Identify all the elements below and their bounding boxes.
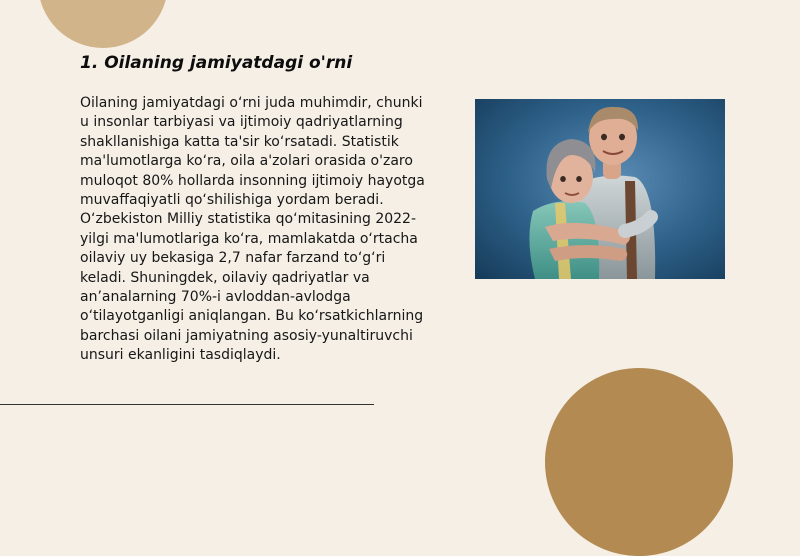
slide-body-text: Oilaning jamiyatdagi o‘rni juda muhimdir, chunki u insonlar tarbiyasi va ijtimoiy qadriyatlarning shakllanishiga katta ta'sir ko‘rsatadi. Statistik ma'lumotlarga ko‘ra, oila a'zolari orasida o'zaro muloqot 80% hollarda insonning ijtimoiy hayotga muvaffaqiyatli qo‘shilishiga yordam beradi. O‘zbekiston Milliy statistika qo‘mitasining 2022-yilgi ma'lumotlariga ko‘ra, mamlakatda o‘rtacha oilaviy uy bekasiga 2,7 nafar farzand to‘g‘ri keladi. Shuningdek, oilaviy qadriyatlar va an’analarning 70%-i avloddan-avlodga o‘tilayotganligi aniqlangan. Bu ko‘rsatkichlarning barchasi oilani jamiyatning asosiy-yunaltiruvchi unsuri ekanligini tasdiqlaydi. [80, 95, 425, 364]
family-illustration [475, 99, 725, 279]
divider-line [0, 404, 374, 405]
family-embrace-icon [475, 99, 725, 279]
slide-title: 1. Oilaning jamiyatdagi o'rni [80, 53, 353, 73]
decorative-circle-bottom [545, 368, 733, 556]
decorative-circle-top [38, 0, 168, 48]
